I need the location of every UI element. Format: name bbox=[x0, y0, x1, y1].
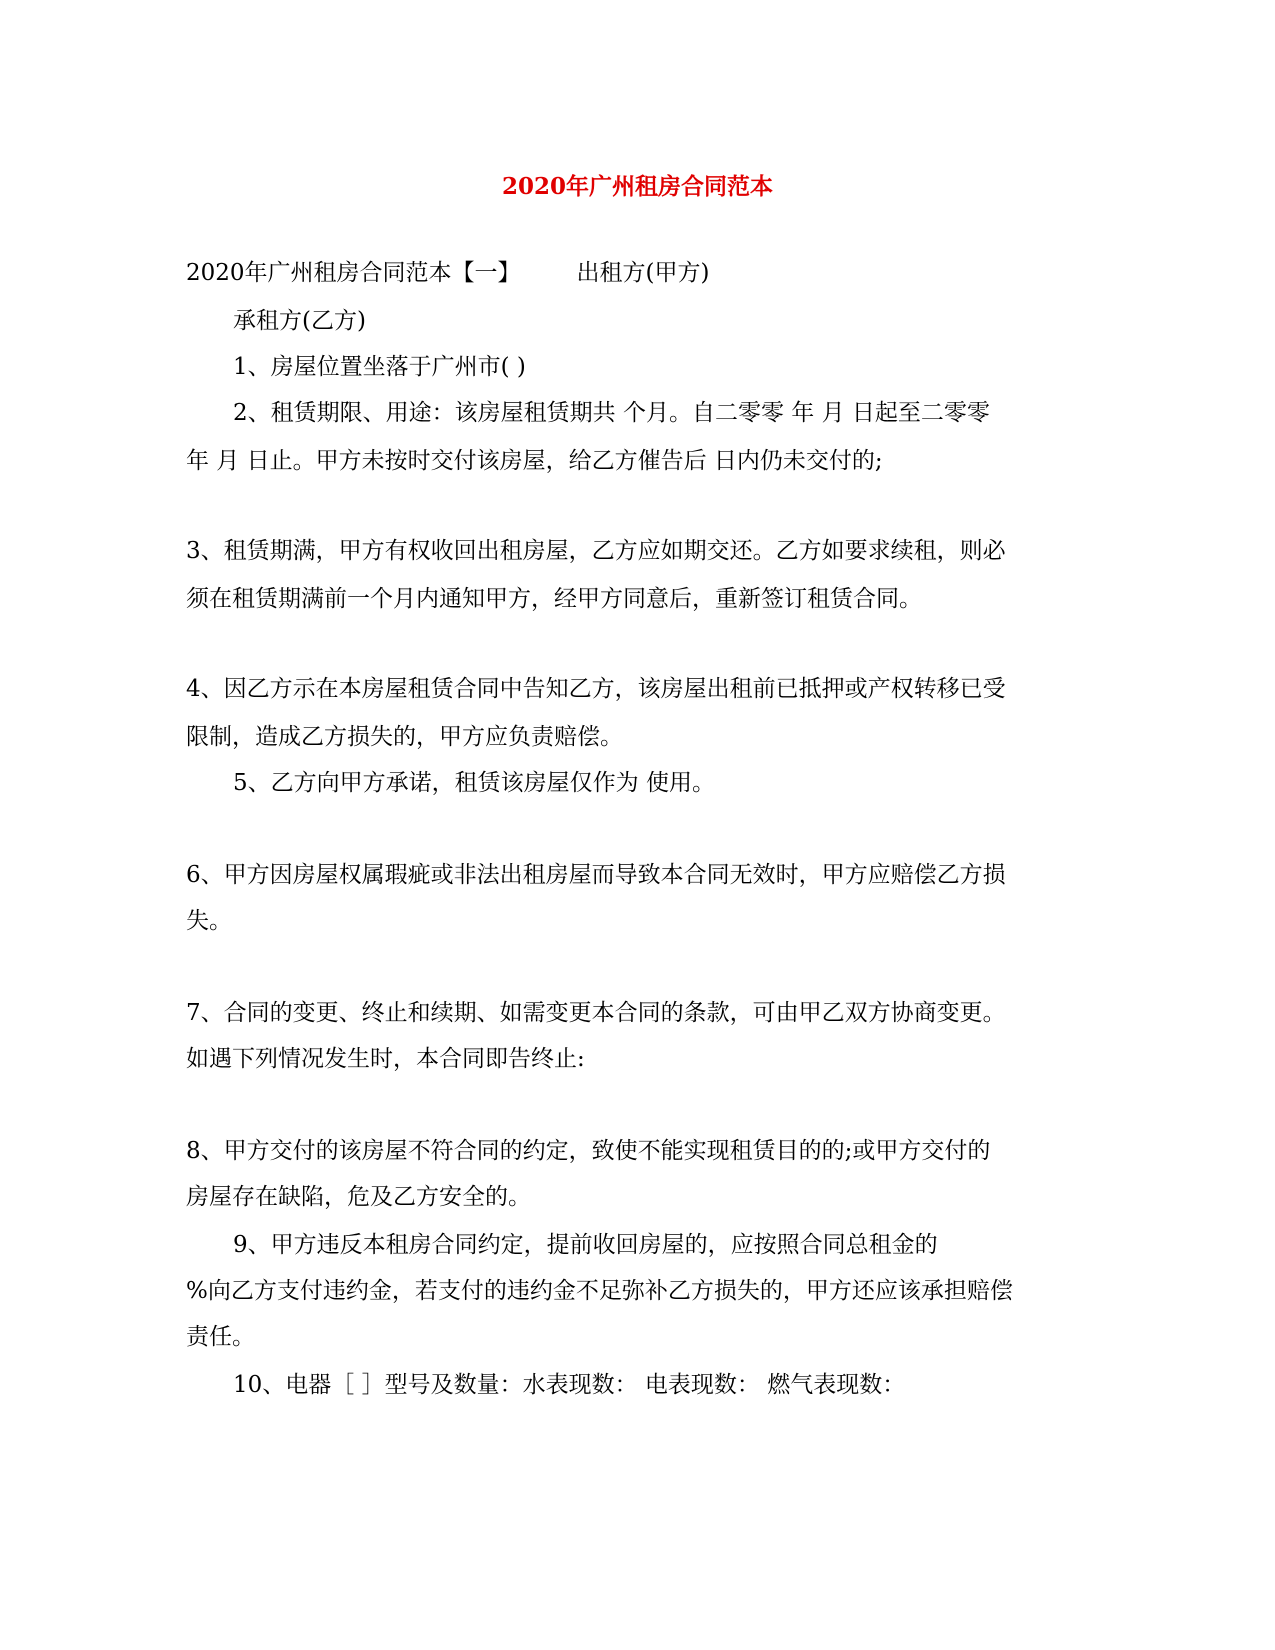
clause-7-line-2: 如遇下列情况发生时，本合同即告终止: bbox=[186, 1046, 585, 1072]
clause-7-line-1: 7、合同的变更、终止和续期、如需变更本合同的条款，可由甲乙双方协商变更。 bbox=[186, 1000, 1006, 1026]
clause-1: 1、房屋位置坐落于广州市( ) bbox=[233, 354, 526, 380]
document-title: 2020年广州租房合同范本 bbox=[501, 173, 773, 200]
clause-5: 5、乙方向甲方承诺，租赁该房屋仅作为 使用。 bbox=[233, 770, 715, 796]
clause-2-line-2: 年 月 日止。甲方未按时交付该房屋，给乙方催告后 日内仍未交付的; bbox=[186, 448, 883, 474]
clause-8-line-1: 8、甲方交付的该房屋不符合同的约定，致使不能实现租赁目的的;或甲方交付的 bbox=[186, 1138, 991, 1164]
clause-9-line-2: %向乙方支付违约金，若支付的违约金不足弥补乙方损失的，甲方还应该承担赔偿 bbox=[186, 1278, 1013, 1304]
clause-9-line-1: 9、甲方违反本租房合同约定，提前收回房屋的，应按照合同总租金的 bbox=[233, 1232, 938, 1258]
clause-10: 10、电器［ ］型号及数量：水表现数： 电表现数： 燃气表现数： bbox=[233, 1372, 906, 1398]
clause-3-line-2: 须在租赁期满前一个月内通知甲方，经甲方同意后，重新签订租赁合同。 bbox=[186, 586, 922, 612]
clause-4-line-2: 限制，造成乙方损失的，甲方应负责赔偿。 bbox=[186, 724, 623, 750]
section-heading-text: 2020年广州租房合同范本【一】 bbox=[186, 260, 521, 286]
clause-8-line-2: 房屋存在缺陷，危及乙方安全的。 bbox=[186, 1184, 531, 1210]
clause-6-line-1: 6、甲方因房屋权属瑕疵或非法出租房屋而导致本合同无效时，甲方应赔偿乙方损 bbox=[186, 862, 1006, 888]
section-heading bbox=[186, 258, 710, 288]
lessee-label: 承租方(乙方) bbox=[233, 308, 366, 334]
clause-6-line-2: 失。 bbox=[186, 908, 232, 934]
lessor-label: 出租方(甲方) bbox=[576, 260, 710, 286]
clause-3-line-1: 3、租赁期满，甲方有权收回出租房屋，乙方应如期交还。乙方如要求续租，则必 bbox=[186, 538, 1006, 564]
clause-9-line-3: 责任。 bbox=[186, 1324, 255, 1350]
clause-2-line-1: 2、租赁期限、用途：该房屋租赁期共 个月。自二零零 年 月 日起至二零零 bbox=[233, 400, 990, 426]
clause-4-line-1: 4、因乙方示在本房屋租赁合同中告知乙方，该房屋出租前已抵押或产权转移已受 bbox=[186, 676, 1006, 702]
